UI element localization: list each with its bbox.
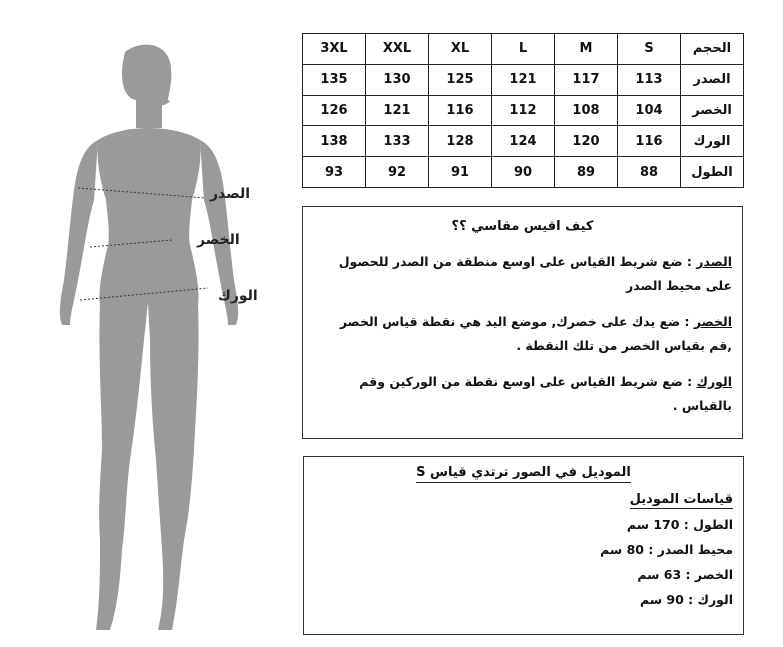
- guide-hip-paragraph: [313, 370, 732, 418]
- silhouette-svg: [40, 40, 290, 640]
- guide-waist-paragraph: [313, 310, 732, 358]
- table-cell: 120: [555, 126, 618, 157]
- header-cell: الحجم: [681, 34, 744, 65]
- header-cell: XXL: [366, 34, 429, 65]
- row-label: الصدر: [681, 64, 744, 95]
- guide-hip-term: الورك: [696, 374, 732, 389]
- bust-label: الصدر: [210, 186, 250, 202]
- waist-label: الخصر: [197, 232, 240, 248]
- table-row: [303, 95, 744, 126]
- header-cell: 3XL: [303, 34, 366, 65]
- row-label: الطول: [681, 157, 744, 188]
- model-height: الطول : 170 سم: [626, 517, 733, 532]
- model-subtitle-text: قياسات الموديل: [629, 492, 733, 507]
- model-title-text: الموديل في الصور ترتدي قياس S: [416, 465, 631, 483]
- table-cell: 130: [366, 64, 429, 95]
- header-cell: L: [492, 34, 555, 65]
- table-cell: 112: [492, 95, 555, 126]
- guide-title: كيف اقيس مقاسي ؟؟: [451, 219, 594, 234]
- measuring-guide-box: [302, 206, 743, 439]
- header-cell: XL: [429, 34, 492, 65]
- row-label: الورك: [681, 126, 744, 157]
- table-cell: 108: [555, 95, 618, 126]
- size-chart-table: [302, 33, 744, 188]
- table-cell: 128: [429, 126, 492, 157]
- table-cell: 117: [555, 64, 618, 95]
- model-bust: محيط الصدر : 80 سم: [600, 542, 733, 557]
- model-info-box: [303, 456, 744, 635]
- header-cell: S: [618, 34, 681, 65]
- row-label: الخصر: [681, 95, 744, 126]
- table-cell: 133: [366, 126, 429, 157]
- table-cell: 135: [303, 64, 366, 95]
- header-cell: M: [555, 34, 618, 65]
- table-cell: 121: [366, 95, 429, 126]
- guide-waist-term: الخصر: [693, 314, 732, 329]
- guide-bust-paragraph: [313, 250, 732, 298]
- guide-waist-text: : ضع يدك على خصرك, موضع اليد هي نقطة قياس الخصر ,قم بقياس الخصر من تلك النقطة .: [339, 314, 732, 353]
- table-cell: 121: [492, 64, 555, 95]
- table-cell: 90: [492, 157, 555, 188]
- model-hip: الورك : 90 سم: [639, 592, 733, 607]
- table-row: [303, 126, 744, 157]
- guide-bust-term: الصدر: [696, 254, 732, 269]
- table-cell: 104: [618, 95, 681, 126]
- model-waist: الخصر : 63 سم: [637, 567, 733, 582]
- table-cell: 126: [303, 95, 366, 126]
- table-row: [303, 64, 744, 95]
- model-subtitle: [314, 492, 733, 507]
- table-cell: 124: [492, 126, 555, 157]
- guide-hip-text: : ضع شريط القياس على اوسع نقطة من الوركين وقم بالقياس .: [359, 374, 732, 413]
- table-header-row: [303, 34, 744, 65]
- table-cell: 113: [618, 64, 681, 95]
- guide-bust-text: : ضع شريط القياس على اوسع منطقة من الصدر للحصول على محيط الصدر: [338, 254, 732, 293]
- model-title: [314, 465, 733, 480]
- table-cell: 138: [303, 126, 366, 157]
- body-silhouette: [40, 40, 290, 640]
- table-cell: 116: [618, 126, 681, 157]
- table-cell: 92: [366, 157, 429, 188]
- table-cell: 125: [429, 64, 492, 95]
- table-row: [303, 157, 744, 188]
- table-cell: 89: [555, 157, 618, 188]
- table-cell: 116: [429, 95, 492, 126]
- hip-label: الورك: [218, 288, 258, 304]
- table-cell: 88: [618, 157, 681, 188]
- table-cell: 91: [429, 157, 492, 188]
- table-cell: 93: [303, 157, 366, 188]
